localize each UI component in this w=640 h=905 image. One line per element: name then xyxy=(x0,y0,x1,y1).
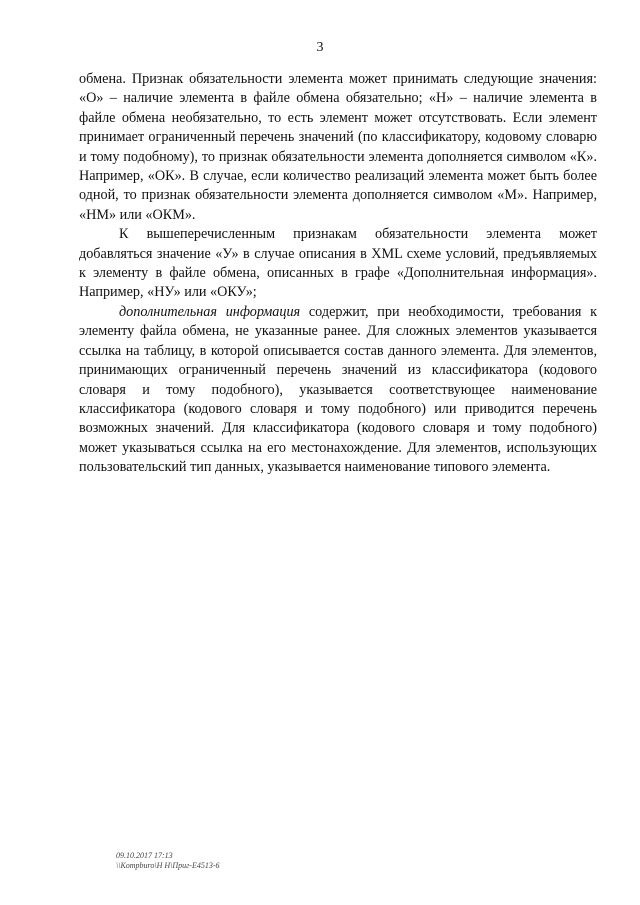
paragraph-additional-info xyxy=(79,303,597,478)
footer-timestamp: 09.10.2017 17:13 xyxy=(116,851,173,860)
footer-stamp xyxy=(116,851,220,871)
paragraph-mandatory-codes: обмена. Признак обязательности элемента может принимать следующие значения: «О» – наличие элемента в файле обмена обязательно; «Н» – наличие элемента в файле обмена необязательно, то есть элемент может отсутствовать. Если элемент принимает ограниченный перечень значений (по классификатору, кодовому словарю и тому подобному), то признак обязательности элемента дополняется символом «К». Например, «ОК». В случае, если количество реализаций элемента может быть более одной, то признак обязательности элемента дополняется символом «М». Например, «НМ» или «ОКМ». xyxy=(79,71,597,223)
document-body xyxy=(79,70,597,478)
paragraph-u-value: К вышеперечисленным признакам обязательности элемента может добавляться значение «У» в случае описания в XML схеме условий, предъявляемых к элементу в файле обмена, описанных в графе «Дополнительная информация». Например, «НУ» или «ОКУ»; xyxy=(79,226,597,301)
paragraph-additional-info-text: содержит, при необходимости, требования к элементу файла обмена, не указанные ранее. Для сложных элементов указывается ссылка на таблицу, в которой описывается состав данного элемента. Для элементов, принимающих ограниченный перечень значений из классификатора (кодового словаря и тому подобного), указывается соответствующее наименование классификатора (кодового словаря и тому подобного) или приводится перечень возможных значений. Для классификатора (кодового словаря и тому подобного) может указываться ссылка на его местонахождение. Для элементов, использующих пользовательский тип данных, указывается наименование типового элемента. xyxy=(79,303,597,476)
term-additional-info: дополнительная информация xyxy=(119,303,301,320)
page-number: 3 xyxy=(316,40,324,55)
footer-file-path: \\Kompburo\Н Н\Приг-Е4513-6 xyxy=(116,861,220,870)
